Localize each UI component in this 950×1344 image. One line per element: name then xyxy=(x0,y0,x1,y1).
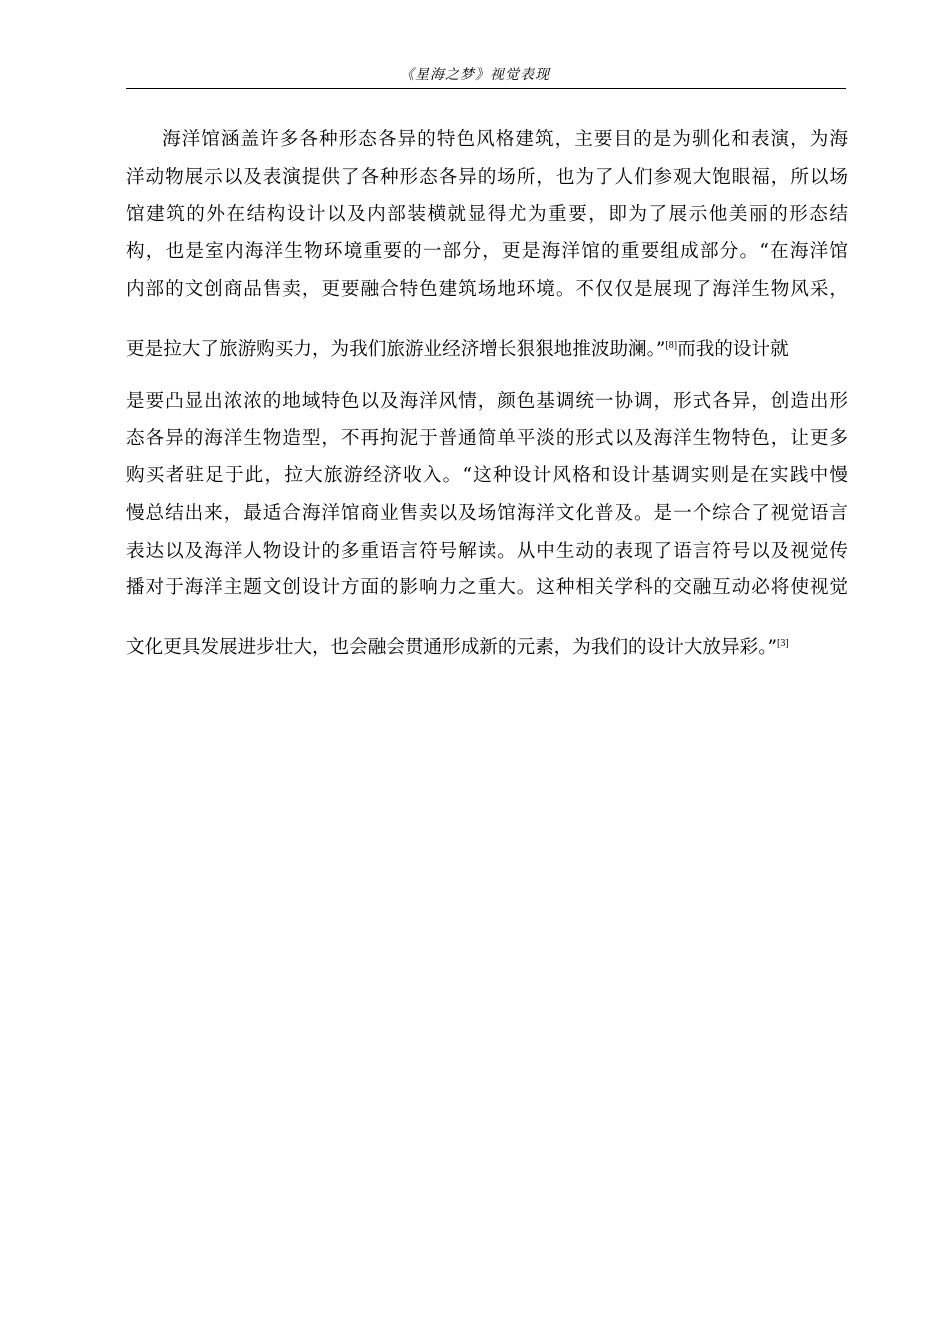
citation-marker: [8] xyxy=(665,339,678,351)
paragraph-line: 购买者驻足于此，拉大旅游经济收入。“这种设计风格和设计基调实则是在实践中慢 xyxy=(126,465,848,486)
paragraph-line: 内部的文创商品售卖，更要融合特色建筑场地环境。不仅仅是展现了海洋生物风采， xyxy=(126,279,848,300)
paragraph-line: 态各异的海洋生物造型，不再拘泥于普通简单平淡的形式以及海洋生物特色，让更多 xyxy=(126,428,848,449)
citation-marker: [3] xyxy=(777,637,789,649)
paragraph-line: 洋动物展示以及表演提供了各种形态各异的场所，也为了人们参观大饱眼福，所以场 xyxy=(126,167,848,188)
line-text-tail: 而我的设计就 xyxy=(677,339,789,360)
page-header-title: 《星海之梦》视觉表现 xyxy=(400,67,550,83)
line-text: 更是拉大了旅游购买力，为我们旅游业经济增长狠狠地推波助澜。” xyxy=(126,339,666,360)
paragraph-line: 是要凸显出浓浓的地域特色以及海洋风情，颜色基调统一协调，形式各异，创造出形 xyxy=(126,391,848,412)
paragraph-line: 构，也是室内海洋生物环境重要的一部分，更是海洋馆的重要组成部分。“在海洋馆 xyxy=(126,241,848,262)
paragraph-line-with-citation xyxy=(126,338,848,362)
paragraph-line: 海洋馆涵盖许多各种形态各异的特色风格建筑，主要目的是为驯化和表演，为海 xyxy=(162,129,848,150)
paragraph-line: 馆建筑的外在结构设计以及内部装横就显得尤为重要，即为了展示他美丽的形态结 xyxy=(126,204,848,225)
line-text: 文化更具发展进步壮大，也会融会贯通形成新的元素，为我们的设计大放异彩。” xyxy=(126,637,777,658)
paragraph-line: 播对于海洋主题文创设计方面的影响力之重大。这种相关学科的交融互动必将使视觉 xyxy=(126,577,848,598)
header-divider xyxy=(126,88,846,89)
paragraph-line: 慢总结出来，最适合海洋馆商业售卖以及场馆海洋文化普及。是一个综合了视觉语言 xyxy=(126,503,848,524)
paragraph-last-line xyxy=(126,636,848,660)
paragraph-line: 表达以及海洋人物设计的多重语言符号解读。从中生动的表现了语言符号以及视觉传 xyxy=(126,541,848,562)
